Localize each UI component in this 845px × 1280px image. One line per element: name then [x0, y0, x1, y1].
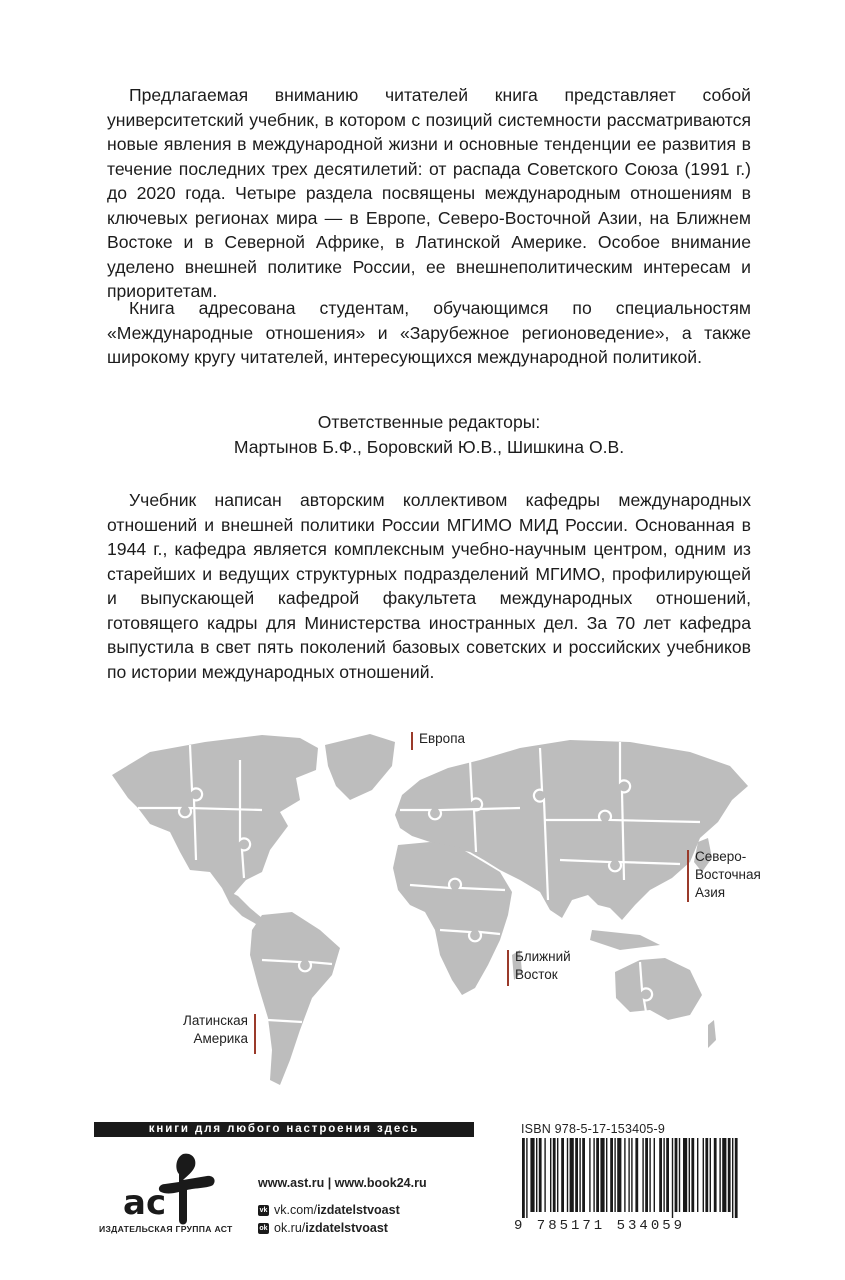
accent-bar [687, 850, 689, 902]
indonesia-shape [590, 930, 660, 950]
audience-paragraph: Книга адресована студентам, обучающимся по специальностям «Международные отношения» и «Зарубежное регионоведение», а также широкому кругу читателей, интересующихся международной политикой. [107, 298, 751, 367]
publisher-imprint: ИЗДАТЕЛЬСКАЯ ГРУППА АСТ [99, 1224, 233, 1234]
barcode-bar [589, 1138, 590, 1212]
isbn-text: ISBN 978-5-17-153405-9 [521, 1122, 666, 1136]
barcode-bar [675, 1138, 678, 1212]
label-latin-america: Латинская Америка [160, 1012, 256, 1048]
websites[interactable]: www.ast.ru | www.book24.ru [258, 1176, 427, 1190]
accent-bar [254, 1014, 256, 1054]
logo-text: ас [123, 1183, 167, 1223]
editors-names: Мартынов Б.Ф., Боровский Ю.В., Шишкина О.В. [233, 437, 625, 457]
editors-heading: Ответственные редакторы: [317, 412, 541, 432]
barcode-bar [522, 1138, 525, 1218]
accent-bar [411, 732, 413, 750]
barcode-bar [617, 1138, 621, 1212]
barcode-bar [705, 1138, 708, 1212]
ok-icon: ok [259, 1224, 268, 1232]
barcode-bar [689, 1138, 690, 1212]
accent-bar [507, 950, 509, 986]
barcode-bar [567, 1138, 568, 1212]
barcode-bar [606, 1138, 607, 1212]
barcode-bar [732, 1138, 733, 1218]
barcode-bar [610, 1138, 613, 1212]
barcode-bar [683, 1138, 687, 1212]
australia-shape [615, 958, 702, 1020]
barcode-bar [672, 1138, 673, 1218]
barcode-bar [526, 1138, 527, 1218]
barcode-bar [649, 1138, 650, 1212]
barcode-bar [550, 1138, 551, 1212]
barcode-bar [654, 1138, 655, 1212]
barcode-bar [628, 1138, 629, 1212]
barcode [518, 1138, 746, 1222]
new-zealand-shape [708, 1020, 716, 1048]
label-middle-east: Ближний Восток [507, 948, 571, 984]
barcode-bar [536, 1138, 537, 1212]
barcode-bar [691, 1138, 694, 1212]
barcode-bar [570, 1138, 574, 1212]
label-europe: Европа [411, 730, 465, 748]
barcode-bar [544, 1138, 545, 1212]
central-america-shape [222, 888, 262, 924]
barcode-bar [624, 1138, 625, 1212]
barcode-digits: 9 785171 534059 [514, 1218, 686, 1234]
barcode-bar [596, 1138, 599, 1212]
barcode-bar [728, 1138, 731, 1212]
description-paragraph-1: Предлагаемая вниманию читателей книга представляет собой университетский учебник, в котором с позиций системности рассматриваются новые явления в международной жизни и основные тенденции ее развития в течение последних трех десятилетий: от распада Советского Союза (1991 г.) до 2020 года. Четыре раздела посвящены международным отношениям в ключевых регионах мира — в Европе, Северо-Восточной Азии, на Ближнем Востоке и в Северной Африке, в Латинской Америке. Особое внимание уделено внешней политике России, ее внешнеполитическим интересам и приоритетам. [107, 85, 751, 301]
logo-figure-icon [159, 1154, 215, 1225]
barcode-bar [614, 1138, 615, 1212]
barcode-bar [593, 1138, 594, 1212]
barcode-bar [557, 1138, 558, 1212]
slogan-banner: книги для любого настроения здесь [94, 1122, 474, 1137]
ok-link[interactable]: ok ok.ru/ izdatelstvoast [259, 1221, 388, 1235]
vk-link[interactable]: vk vk.com/ izdatelstvoast [259, 1203, 400, 1217]
barcode-bar [530, 1138, 534, 1212]
barcode-bar [575, 1138, 578, 1212]
barcode-bar [722, 1138, 726, 1212]
barcode-bar [710, 1138, 711, 1212]
greenland-shape [325, 734, 395, 800]
department-paragraph: Учебник написан авторским коллективом кафедры международных отношений и внешней политики России МГИМО МИД России. Основанная в 1944 г., кафедра является комплексным учебно-научным центром, одним из старейших и ведущих структурных подразделений МГИМО, профилирующей и выпускающей кафедрой факультета международных отношений, готовящего кадры для Министерства иностранных дел. За 70 лет кафедра выпустила в свет пять поколений базовых советских и российских учебников по истории международных отношений. [107, 490, 751, 682]
barcode-bar [663, 1138, 664, 1212]
barcode-bar [735, 1138, 738, 1218]
barcode-bar [553, 1138, 556, 1212]
barcode-bar [561, 1138, 564, 1212]
barcode-bar [579, 1138, 580, 1212]
label-northeast-asia: Северо- Восточная Азия [687, 848, 761, 902]
barcode-bar [642, 1138, 643, 1212]
barcode-bar [714, 1138, 717, 1212]
barcode-bar [697, 1138, 698, 1212]
barcode-bar [582, 1138, 585, 1212]
barcode-bar [635, 1138, 638, 1212]
barcode-bar [666, 1138, 669, 1212]
barcode-bar [600, 1138, 604, 1212]
north-america-shape [112, 735, 318, 896]
barcode-bar [719, 1138, 720, 1212]
barcode-bar [659, 1138, 662, 1212]
barcode-bar [645, 1138, 648, 1212]
barcode-bar [703, 1138, 704, 1212]
barcode-bar [539, 1138, 542, 1212]
vk-icon: vk [259, 1206, 268, 1214]
south-america-shape [250, 912, 340, 1085]
barcode-bar [679, 1138, 680, 1212]
barcode-bar [631, 1138, 632, 1212]
